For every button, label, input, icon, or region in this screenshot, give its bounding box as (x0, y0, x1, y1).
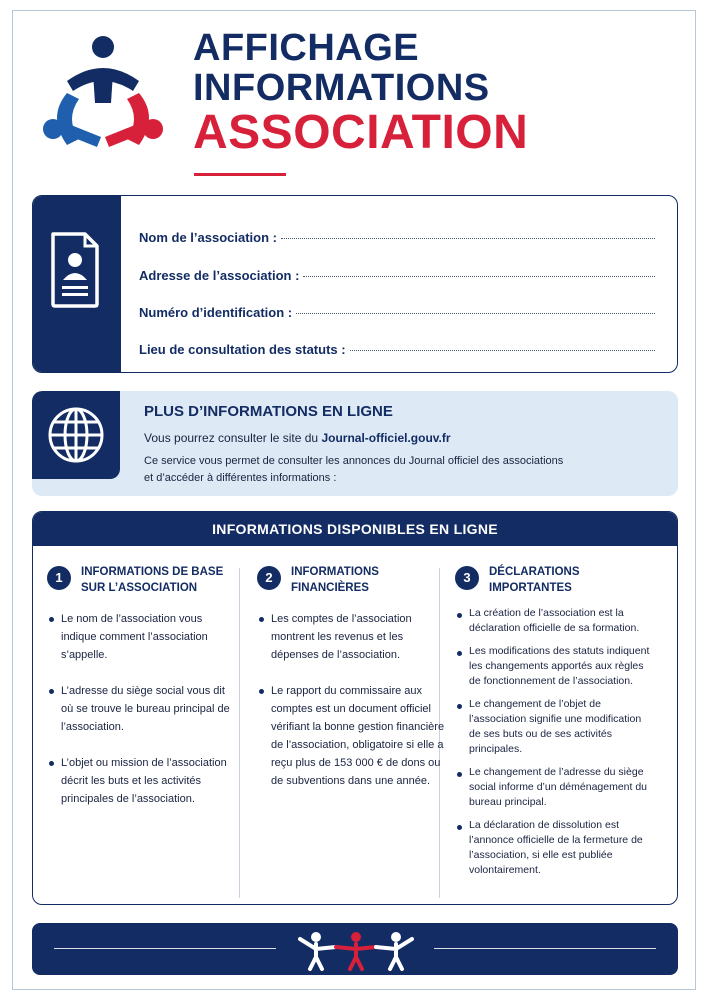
list-item: Le changement de l’adresse du siège social informe d’un déménagement du bureau principal. (455, 765, 655, 810)
column-heading (489, 564, 655, 598)
form-field-fill-line[interactable] (281, 238, 655, 239)
step-number-badge: 1 (47, 566, 71, 590)
online-info-description-line: Ce service vous permet de consulter les annonces du Journal officiel des associations (144, 455, 564, 467)
page-title (193, 29, 528, 157)
globe-icon (46, 405, 106, 465)
id-document-icon (47, 230, 103, 310)
title-line-3: ASSOCIATION (193, 106, 529, 159)
column-heading-line: INFORMATIONS (291, 566, 379, 578)
column-heading-line: DÉCLARATIONS (489, 566, 580, 578)
form-field-id-number[interactable] (139, 305, 655, 320)
title-line-2: INFORMATIONS (193, 67, 490, 109)
column-heading-line: FINANCIÈRES (291, 582, 369, 594)
form-field-label: Nom de l’association : (139, 230, 277, 245)
form-field-fill-line[interactable] (350, 350, 655, 351)
form-field-label: Adresse de l’association : (139, 268, 300, 283)
footer-band (32, 923, 678, 975)
list-item: Le rapport du commissaire aux comptes est un document officiel vérifiant la bonne gestion financière de l’association, obligatoire si elle a reçu plus de 153 000 € de dons ou de subventions dans une année. (257, 682, 447, 790)
online-info-intro-text: Vous pourrez consulter le site du (144, 431, 322, 445)
info-column-declarations (455, 564, 655, 886)
info-column-financial (257, 564, 447, 808)
column-heading (81, 564, 237, 598)
panel-title: INFORMATIONS DISPONIBLES EN LIGNE (33, 512, 677, 546)
footer-rule (434, 948, 656, 949)
form-field-address[interactable] (139, 268, 655, 283)
column-heading-line: SUR L’ASSOCIATION (81, 582, 198, 594)
list-item: Les modifications des statuts indiquent les changements apportés aux règles de fonctionnement de l’association. (455, 644, 655, 689)
online-info-description-line: et d’accéder à différentes informations : (144, 472, 337, 484)
form-field-label: Numéro d’identification : (139, 305, 293, 320)
column-divider (239, 568, 240, 898)
list-item: Le changement de l’objet de l’association signifie une modification de ses buts ou de ses activités principales. (455, 697, 655, 757)
three-people-holding-hands-icon (292, 929, 420, 971)
list-item: La déclaration de dissolution est l’annonce officielle de la fermeture de l’association, si elle est publiée volontairement. (455, 818, 655, 878)
online-info-description (144, 453, 604, 487)
poster (12, 10, 696, 990)
column-heading (291, 564, 447, 598)
form-field-label: Lieu de consultation des statuts : (139, 342, 346, 357)
form-card-sidebar (33, 196, 121, 372)
list-item: Le nom de l’association vous indique comment l’association s’appelle. (47, 610, 237, 664)
list-item: L’adresse du siège social vous dit où se trouve le bureau principal de l’association. (47, 682, 237, 736)
form-field-name[interactable] (139, 230, 655, 245)
list-item: La création de l’association est la déclaration officielle de sa formation. (455, 606, 655, 636)
column-list (257, 610, 447, 790)
form-field-statutes-location[interactable] (139, 342, 655, 357)
footer-rule (54, 948, 276, 949)
list-item: L’objet ou mission de l’association décrit les buts et les activités principales de l’association. (47, 754, 237, 808)
column-list (47, 610, 237, 808)
online-info-box (32, 391, 678, 496)
form-field-fill-line[interactable] (303, 276, 655, 277)
journal-officiel-link[interactable]: Journal-officiel.gouv.fr (321, 431, 451, 445)
column-heading-line: IMPORTANTES (489, 582, 572, 594)
list-item: Les comptes de l’association montrent les revenus et les dépenses de l’association. (257, 610, 447, 664)
step-number-badge: 2 (257, 566, 281, 590)
online-info-intro (144, 431, 451, 445)
step-number-badge: 3 (455, 566, 479, 590)
form-field-fill-line[interactable] (296, 313, 655, 314)
online-info-title: PLUS D’INFORMATIONS EN LIGNE (144, 403, 393, 420)
title-underline (194, 173, 286, 176)
three-people-logo-icon (37, 33, 167, 161)
title-line-1: AFFICHAGE (193, 27, 420, 69)
online-info-icon-tile (32, 391, 120, 479)
info-column-basic (47, 564, 237, 826)
column-list (455, 606, 655, 878)
column-heading-line: INFORMATIONS DE BASE (81, 566, 224, 578)
association-form-card (32, 195, 678, 373)
online-info-panel (32, 511, 678, 905)
